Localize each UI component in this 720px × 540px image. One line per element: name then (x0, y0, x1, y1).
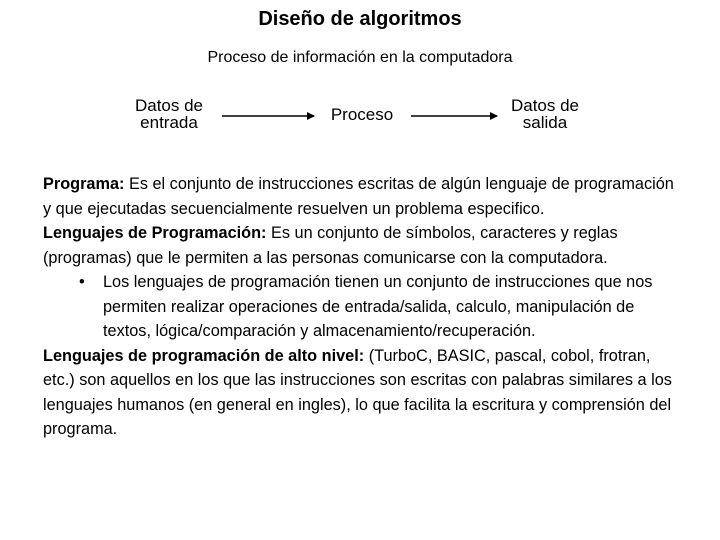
body-text (43, 172, 683, 442)
definition-lenguajes (43, 221, 683, 270)
definition-alto-nivel-text: (TurboC, BASIC, pascal, cobol, frotran, etc.) son aquellos en los que las instrucciones son escritas con palabras similares a los lenguajes humanos (en general en ingles), lo que facilita la escritura y comprensión del programa. (43, 346, 672, 438)
definition-programa-text: Es el conjunto de instrucciones escritas de algún lenguaje de programación y que ejecutadas secuencialmente resuelven un problema especifico. (43, 175, 674, 218)
page-title: Diseño de algoritmos (258, 8, 462, 30)
input-node-label: Datos de entrada (134, 96, 204, 132)
bullet-marker: • (79, 273, 85, 291)
term-alto-nivel: Lenguajes de programación de alto nivel: (43, 346, 365, 365)
bullet-item (79, 270, 683, 344)
term-programa: Programa: (43, 175, 125, 193)
bullet-text: Los lenguajes de programación tienen un conjunto de instrucciones que nos permiten realizar operaciones de entrada/salida, calculo, manipulación de textos, lógica/comparación y almacenamiento/recuperación. (103, 273, 653, 340)
definition-lenguajes-text: Es un conjunto de símbolos, caracteres y reglas (programas) que le permiten a las personas comunicarse con la computadora. (43, 224, 618, 267)
page-subtitle: Proceso de información en la computadora (207, 49, 513, 66)
process-node-label: Proceso (330, 105, 394, 124)
definition-programa (43, 172, 683, 221)
definition-alto-nivel (43, 344, 683, 442)
process-diagram (0, 0, 720, 150)
diagram-arrows (0, 0, 720, 150)
output-node-label: Datos de salida (510, 96, 580, 132)
term-lenguajes: Lenguajes de Programación: (43, 224, 267, 242)
